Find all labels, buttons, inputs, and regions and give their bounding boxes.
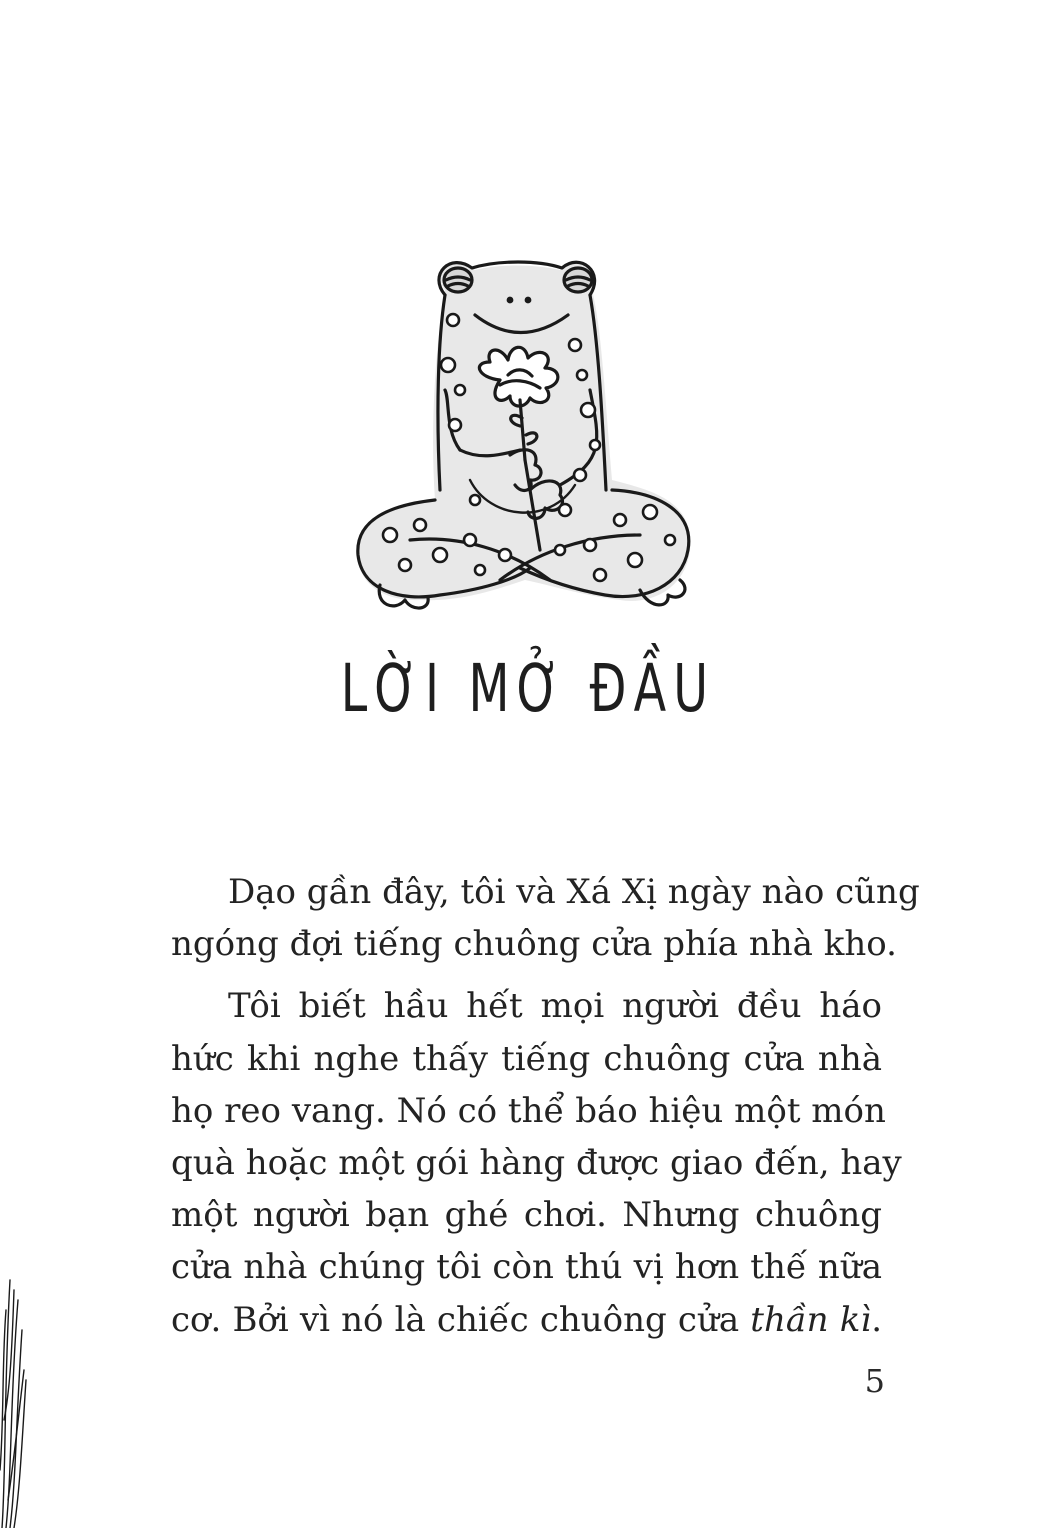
- text-line: họ reo vang. Nó có thể báo hiệu một món: [171, 1090, 886, 1131]
- page-number: 5: [864, 1362, 885, 1400]
- text-line: cửa nhà chúng tôi còn thú vị hơn thế nữa: [171, 1247, 882, 1288]
- paragraph: [171, 980, 902, 1345]
- italic-emphasis: thần kì: [750, 1299, 872, 1340]
- text-line-final: [171, 1294, 882, 1346]
- chapter-title: LỜI MỞ ĐẦU: [340, 650, 716, 727]
- text-run: .: [871, 1299, 882, 1340]
- text-run: cơ. Bởi vì nó là chiếc chuông cửa: [171, 1299, 751, 1340]
- text-line: Dạo gần đây, tôi và Xá Xị ngày nào cũng: [228, 872, 920, 912]
- paragraph: [171, 866, 920, 970]
- body-text: [171, 866, 920, 1346]
- frog-holding-flower-illustration: [350, 250, 700, 620]
- text-line: ngóng đợi tiếng chuông cửa phía nhà kho.: [171, 924, 897, 965]
- text-line: một người bạn ghé chơi. Nhưng chuông: [171, 1195, 882, 1236]
- text-line: Tôi biết hầu hết mọi người đều háo: [228, 986, 882, 1027]
- text-line: hức khi nghe thấy tiếng chuông cửa nhà: [171, 1038, 882, 1079]
- text-line: quà hoặc một gói hàng được giao đến, hay: [171, 1143, 902, 1184]
- grass-decoration: [0, 1270, 30, 1528]
